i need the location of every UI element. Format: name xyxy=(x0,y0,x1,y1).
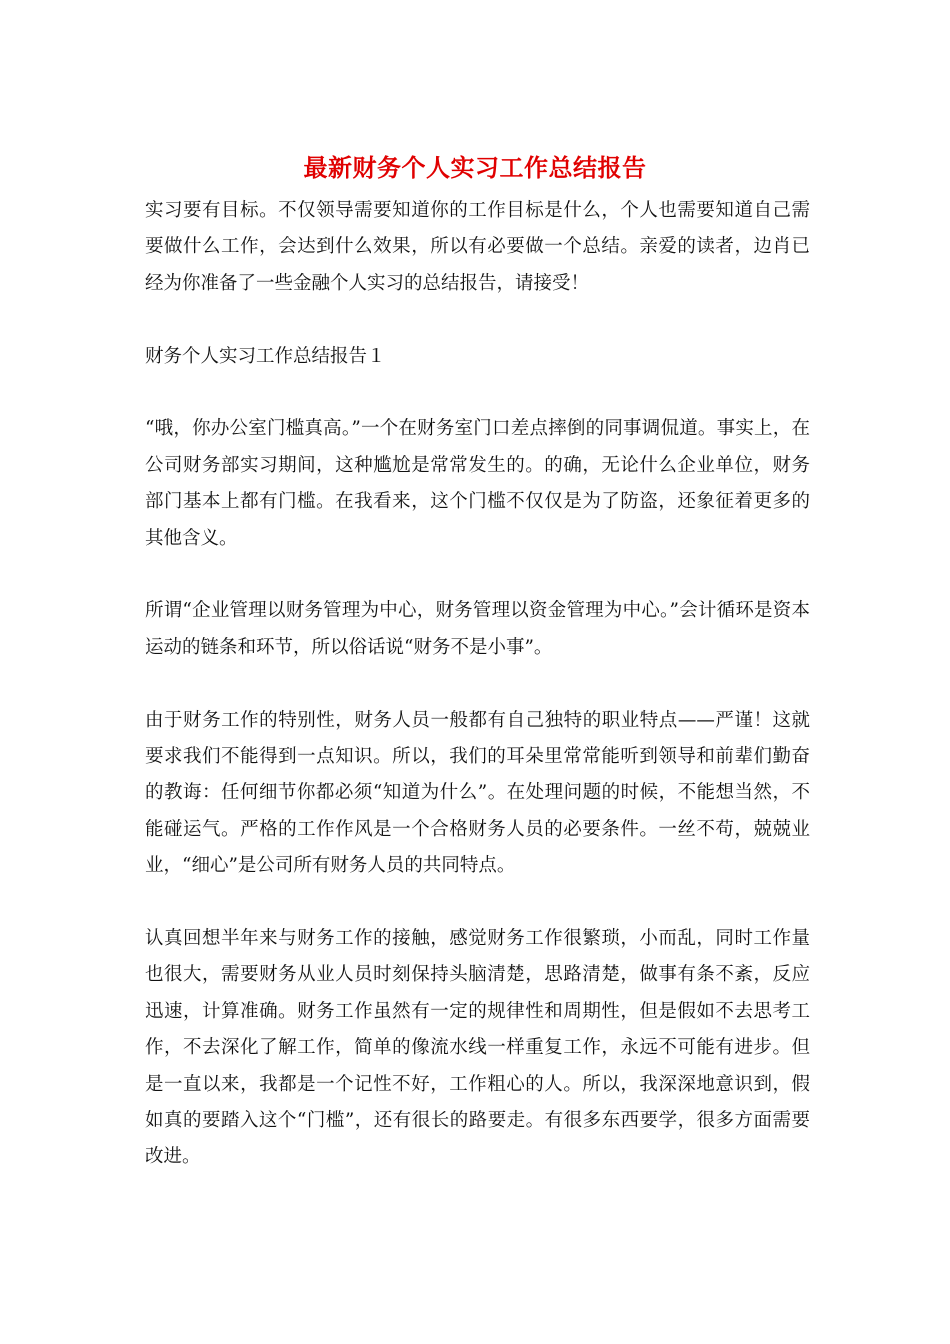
document-title: 最新财务个人实习工作总结报告 xyxy=(303,153,647,182)
body-paragraph-1: “哦，你办公室门槛真高。”一个在财务室门口差点摔倒的同事调侃道。事实上，在公司财务部实习期间，这种尴尬是常常发生的。的确，无论什么企业单位，财务部门基本上都有门槛。在我看来，这个门槛不仅仅是为了防盗，还象征着更多的其他含义。 xyxy=(145,418,810,549)
intro-paragraph: 实习要有目标。不仅领导需要知道你的工作目标是什么，个人也需要知道自己需要做什么工作，会达到什么效果，所以有必要做一个总结。亲爱的读者，边肖已经为你准备了一些金融个人实习的总结报告，请接受！ xyxy=(145,200,810,294)
body-paragraph-4: 认真回想半年来与财务工作的接触，感觉财务工作很繁琐，小而乱，同时工作量也很大，需要财务从业人员时刻保持头脑清楚，思路清楚，做事有条不紊，反应迅速，计算准确。财务工作虽然有一定的规律性和周期性，但是假如不去思考工作，不去深化了解工作，简单的像流水线一样重复工作，永远不可能有进步。但是一直以来，我都是一个记性不好，工作粗心的人。所以，我深深地意识到，假如真的要踏入这个“门槛”，还有很长的路要走。有很多东西要学，很多方面需要改进。 xyxy=(145,928,810,1168)
document-body xyxy=(145,193,810,1212)
section-heading: 财务个人实习工作总结报告１ xyxy=(145,345,386,367)
body-paragraph-3: 由于财务工作的特别性，财务人员一般都有自己独特的职业特点——严谨！这就要求我们不能得到一点知识。所以，我们的耳朵里常常能听到领导和前辈们勤奋的教诲：任何细节你都必须“知道为什么”。在处理问题的时候，不能想当然，不能碰运气。严格的工作作风是一个合格财务人员的必要条件。一丝不苟，兢兢业业，“细心”是公司所有财务人员的共同特点。 xyxy=(145,709,810,877)
body-paragraph-2: 所谓“企业管理以财务管理为中心，财务管理以资金管理为中心。”会计循环是资本运动的链条和环节，所以俗话说“财务不是小事”。 xyxy=(145,600,810,658)
